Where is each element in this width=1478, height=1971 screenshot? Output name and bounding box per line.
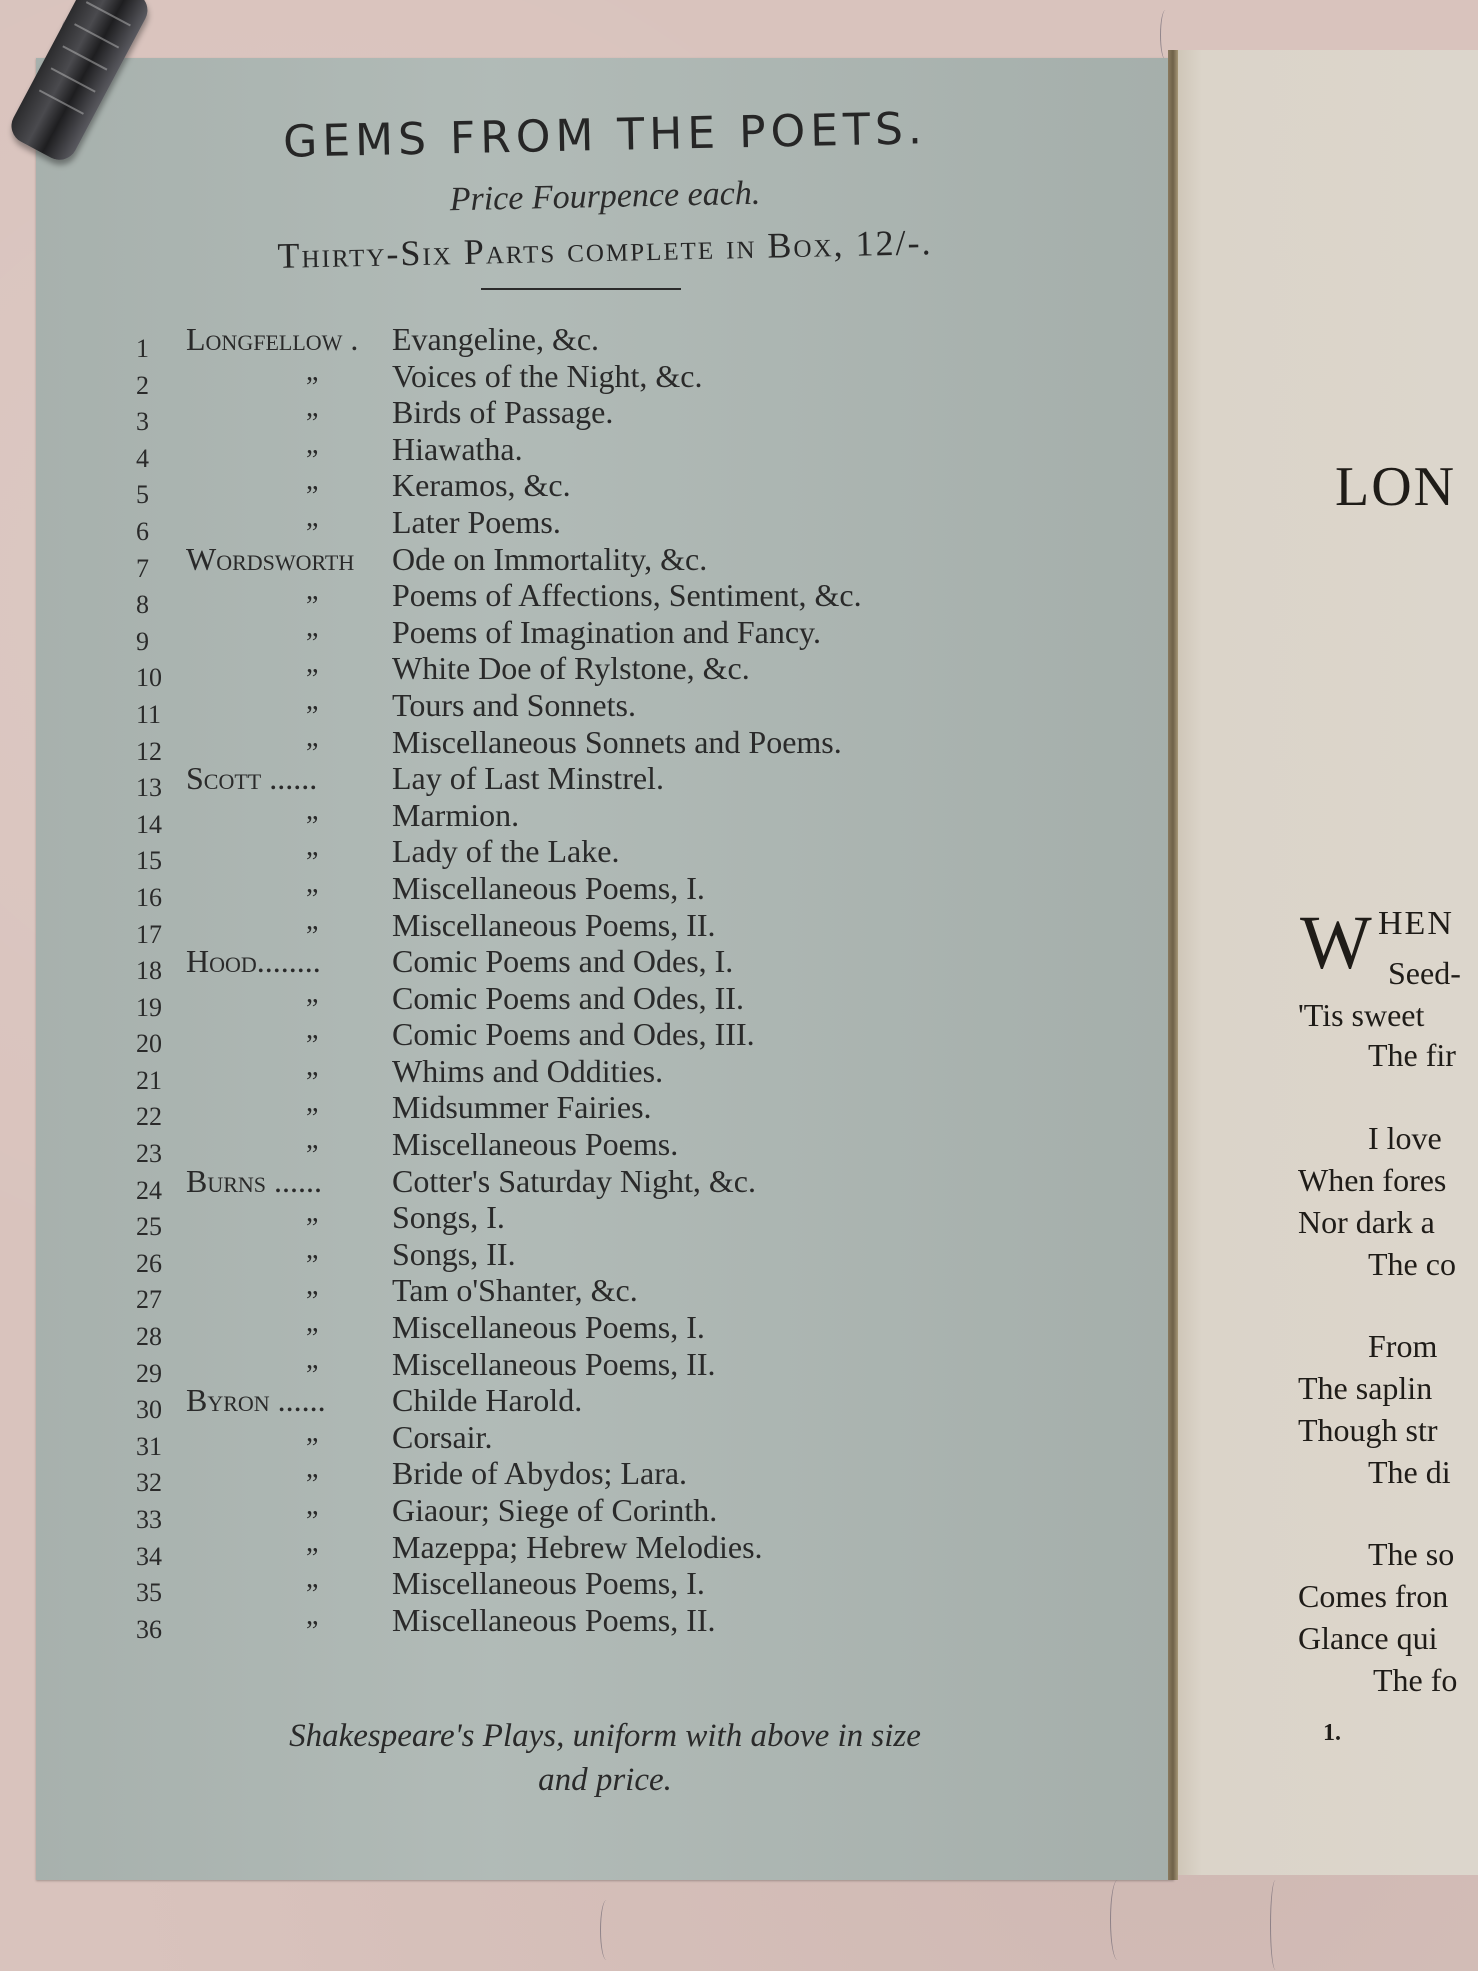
part-entry bbox=[136, 503, 1086, 549]
drop-cap: W bbox=[1300, 901, 1372, 985]
part-entry bbox=[136, 833, 1086, 879]
part-number: 33 bbox=[136, 1505, 162, 1534]
part-title: Songs, I. bbox=[392, 1199, 505, 1236]
part-number: 34 bbox=[136, 1541, 162, 1571]
part-entry bbox=[136, 1016, 1086, 1062]
part-number: 7 bbox=[136, 553, 149, 583]
poem-line: The co bbox=[1368, 1246, 1456, 1282]
part-entry bbox=[136, 906, 1086, 952]
part-title: Marmion. bbox=[392, 796, 520, 833]
ditto-mark: ” bbox=[306, 1103, 319, 1135]
part-entry bbox=[136, 577, 1086, 623]
footer-line-1: Shakespeare's Plays, uniform with above in size bbox=[289, 1718, 921, 1754]
part-entry bbox=[136, 943, 1086, 986]
part-author: Wordsworth bbox=[186, 540, 355, 577]
part-entry bbox=[136, 1601, 1086, 1647]
page-heading: LON bbox=[1335, 456, 1457, 518]
part-title: Comic Poems and Odes, I. bbox=[392, 943, 734, 980]
cover-subtitle: Thirty-Six Parts complete in Box, 12/-. bbox=[277, 222, 933, 276]
part-number: 28 bbox=[136, 1322, 162, 1352]
background-fiber bbox=[1270, 1880, 1281, 1970]
cover-title: GEMS FROM THE POETS. bbox=[282, 103, 928, 168]
poem-line: Seed- bbox=[1388, 955, 1461, 991]
ditto-mark: ” bbox=[306, 517, 319, 549]
part-entry bbox=[136, 430, 1086, 476]
part-number: 13 bbox=[136, 773, 162, 803]
ditto-mark: ” bbox=[306, 408, 319, 440]
part-entry bbox=[136, 796, 1086, 842]
part-number: 3 bbox=[136, 407, 149, 437]
part-title: Corsair. bbox=[392, 1418, 493, 1455]
part-title: Miscellaneous Sonnets and Poems. bbox=[392, 723, 842, 760]
part-number: 25 bbox=[136, 1212, 162, 1242]
poem-line: The di bbox=[1368, 1454, 1451, 1490]
part-entry bbox=[136, 1309, 1086, 1355]
part-title: Mazeppa; Hebrew Melodies. bbox=[392, 1528, 763, 1565]
clip-rib bbox=[62, 45, 107, 70]
part-number: 35 bbox=[136, 1578, 162, 1608]
poem-line: The saplin bbox=[1298, 1370, 1433, 1406]
part-entry bbox=[136, 1345, 1086, 1391]
part-number: 23 bbox=[136, 1139, 162, 1169]
ditto-mark: ” bbox=[306, 1579, 319, 1611]
part-entry bbox=[136, 1235, 1086, 1281]
part-entry bbox=[136, 760, 1086, 803]
part-title: Bride of Abydos; Lara. bbox=[392, 1455, 688, 1492]
part-entry bbox=[136, 467, 1086, 513]
ditto-mark: ” bbox=[306, 1506, 319, 1537]
part-number: 30 bbox=[136, 1395, 162, 1425]
part-entry bbox=[136, 979, 1086, 1025]
part-number: 31 bbox=[136, 1431, 162, 1461]
poem-line: Though str bbox=[1298, 1412, 1438, 1448]
poem-line: Glance qui bbox=[1298, 1620, 1438, 1656]
part-entry bbox=[136, 1418, 1086, 1464]
part-title: Midsummer Fairies. bbox=[392, 1089, 652, 1126]
part-entry bbox=[136, 1199, 1086, 1245]
part-number: 4 bbox=[136, 443, 149, 473]
part-title: Miscellaneous Poems, I. bbox=[392, 1565, 705, 1602]
part-title: Cotter's Saturday Night, &c. bbox=[392, 1162, 756, 1199]
ditto-mark: ” bbox=[306, 1213, 319, 1245]
part-title: Miscellaneous Poems, II. bbox=[392, 1345, 716, 1382]
part-title: Whims and Oddities. bbox=[392, 1052, 664, 1089]
part-entry bbox=[136, 613, 1086, 659]
drop-cap-rest: HEN bbox=[1378, 905, 1454, 942]
part-author: Byron ...... bbox=[186, 1382, 326, 1419]
part-number: 2 bbox=[136, 370, 149, 400]
part-entry bbox=[136, 1492, 1086, 1537]
part-number: 20 bbox=[136, 1029, 162, 1059]
poem-line: I love bbox=[1368, 1120, 1442, 1156]
part-author: Scott ...... bbox=[186, 760, 318, 797]
part-entry bbox=[136, 1382, 1086, 1425]
part-entry bbox=[136, 1126, 1086, 1172]
part-entry bbox=[136, 1052, 1086, 1098]
part-title: Hiawatha. bbox=[392, 430, 523, 467]
part-number: 12 bbox=[136, 736, 162, 766]
ditto-mark: ” bbox=[306, 993, 319, 1025]
part-number: 22 bbox=[136, 1102, 162, 1132]
part-title: Tam o'Shanter, &c. bbox=[392, 1272, 638, 1309]
ditto-mark: ” bbox=[306, 1469, 319, 1501]
clip-rib bbox=[86, 1, 131, 26]
ditto-mark: ” bbox=[306, 371, 319, 403]
part-title: Miscellaneous Poems, II. bbox=[392, 1601, 716, 1638]
part-title: Poems of Imagination and Fancy. bbox=[392, 613, 821, 650]
part-title: Poems of Affections, Sentiment, &c. bbox=[392, 577, 862, 614]
parts-list bbox=[136, 321, 1086, 1647]
poem-line: The fo bbox=[1373, 1662, 1458, 1698]
part-number: 15 bbox=[136, 846, 162, 876]
part-title: Ode on Immortality, &c. bbox=[392, 540, 708, 577]
poem-line: When fores bbox=[1298, 1162, 1447, 1198]
ditto-mark: ” bbox=[306, 591, 319, 623]
ditto-mark: ” bbox=[306, 1249, 319, 1281]
part-author: Burns ...... bbox=[186, 1162, 323, 1199]
part-author: Hood........ bbox=[186, 943, 321, 980]
part-title: Evangeline, &c. bbox=[392, 321, 600, 357]
price-line: Price Fourpence each. bbox=[449, 174, 761, 219]
clip-rib bbox=[51, 67, 96, 92]
part-number: 26 bbox=[136, 1248, 162, 1278]
part-title: Lay of Last Minstrel. bbox=[392, 760, 664, 797]
part-number: 6 bbox=[136, 516, 149, 546]
ditto-mark: ” bbox=[306, 1359, 319, 1391]
part-number: 8 bbox=[136, 590, 149, 620]
ditto-mark: ” bbox=[306, 1323, 319, 1355]
part-title: Birds of Passage. bbox=[392, 394, 614, 431]
part-title: Keramos, &c. bbox=[392, 467, 571, 504]
background-fiber bbox=[600, 1900, 613, 1960]
ditto-mark: ” bbox=[306, 1286, 319, 1318]
ditto-mark: ” bbox=[306, 1066, 319, 1098]
part-number: 10 bbox=[136, 663, 162, 693]
ditto-mark: ” bbox=[306, 1542, 319, 1574]
footer-line-2: and price. bbox=[538, 1762, 672, 1798]
part-number: 19 bbox=[136, 992, 162, 1022]
part-title: Lady of the Lake. bbox=[392, 833, 620, 870]
part-title: Tours and Sonnets. bbox=[392, 686, 636, 723]
clip-rib bbox=[74, 23, 119, 48]
ditto-mark: ” bbox=[306, 847, 319, 879]
part-entry bbox=[136, 1089, 1086, 1135]
part-number: 1 bbox=[136, 334, 149, 363]
part-entry bbox=[136, 357, 1086, 403]
part-title: Giaour; Siege of Corinth. bbox=[392, 1492, 718, 1528]
ditto-mark: ” bbox=[306, 481, 319, 513]
ditto-mark: ” bbox=[306, 627, 319, 659]
part-number: 17 bbox=[136, 919, 162, 949]
part-title: Childe Harold. bbox=[392, 1382, 583, 1419]
part-entry bbox=[136, 1455, 1086, 1501]
part-number: 24 bbox=[136, 1175, 162, 1205]
part-number: 27 bbox=[136, 1285, 162, 1315]
part-title: Songs, II. bbox=[392, 1235, 516, 1272]
ditto-mark: ” bbox=[306, 1615, 319, 1647]
clip-rib bbox=[39, 89, 84, 114]
part-entry bbox=[136, 540, 1086, 583]
part-number: 18 bbox=[136, 956, 162, 986]
part-entry bbox=[136, 1565, 1086, 1611]
part-entry bbox=[136, 869, 1086, 915]
part-number: 32 bbox=[136, 1468, 162, 1498]
part-number: 14 bbox=[136, 809, 162, 839]
ditto-mark: ” bbox=[306, 810, 319, 842]
part-entry bbox=[136, 723, 1086, 769]
part-title: Miscellaneous Poems, II. bbox=[392, 906, 716, 943]
part-number: 36 bbox=[136, 1614, 162, 1644]
part-title: Miscellaneous Poems, I. bbox=[392, 869, 705, 906]
part-title: Later Poems. bbox=[392, 503, 561, 540]
part-entry bbox=[136, 1528, 1086, 1574]
divider-rule bbox=[481, 288, 681, 290]
ditto-mark: ” bbox=[306, 883, 319, 915]
part-number: 11 bbox=[136, 699, 162, 729]
poem-line: The fir bbox=[1368, 1037, 1456, 1073]
part-title: Miscellaneous Poems. bbox=[392, 1126, 679, 1163]
poem-line: Comes fron bbox=[1298, 1578, 1449, 1614]
part-author: Longfellow . bbox=[186, 321, 359, 357]
part-entry bbox=[136, 1272, 1086, 1318]
part-title: White Doe of Rylstone, &c. bbox=[392, 650, 750, 687]
part-number: 29 bbox=[136, 1358, 162, 1388]
booklet-back-cover bbox=[36, 58, 1174, 1880]
ditto-mark: ” bbox=[306, 1030, 319, 1062]
part-number: 21 bbox=[136, 1065, 162, 1095]
part-entry bbox=[136, 686, 1086, 732]
part-number: 5 bbox=[136, 480, 149, 510]
part-number: 9 bbox=[136, 626, 149, 656]
ditto-mark: ” bbox=[306, 737, 319, 769]
ditto-mark: ” bbox=[306, 444, 319, 476]
poem-line: 'Tis sweet bbox=[1298, 997, 1425, 1033]
part-entry bbox=[136, 394, 1086, 440]
part-title: Comic Poems and Odes, III. bbox=[392, 1016, 755, 1053]
part-entry bbox=[136, 650, 1086, 696]
page-number: 1. bbox=[1323, 1720, 1341, 1746]
part-number: 16 bbox=[136, 882, 162, 912]
part-entry bbox=[136, 321, 1086, 363]
ditto-mark: ” bbox=[306, 1432, 319, 1464]
booklet-spine bbox=[1168, 50, 1178, 1880]
part-title: Comic Poems and Odes, II. bbox=[392, 979, 744, 1016]
poem-line: From bbox=[1368, 1328, 1438, 1364]
part-entry bbox=[136, 1162, 1086, 1205]
ditto-mark: ” bbox=[306, 700, 319, 732]
part-title: Miscellaneous Poems, I. bbox=[392, 1309, 705, 1346]
part-title: Voices of the Night, &c. bbox=[392, 357, 703, 394]
ditto-mark: ” bbox=[306, 1140, 319, 1172]
cover-footer bbox=[36, 1714, 1174, 1802]
poem-line: The so bbox=[1368, 1536, 1455, 1572]
ditto-mark: ” bbox=[306, 920, 319, 952]
ditto-mark: ” bbox=[306, 664, 319, 696]
poem-line: Nor dark a bbox=[1298, 1204, 1435, 1240]
background-fiber bbox=[1110, 1880, 1125, 1960]
